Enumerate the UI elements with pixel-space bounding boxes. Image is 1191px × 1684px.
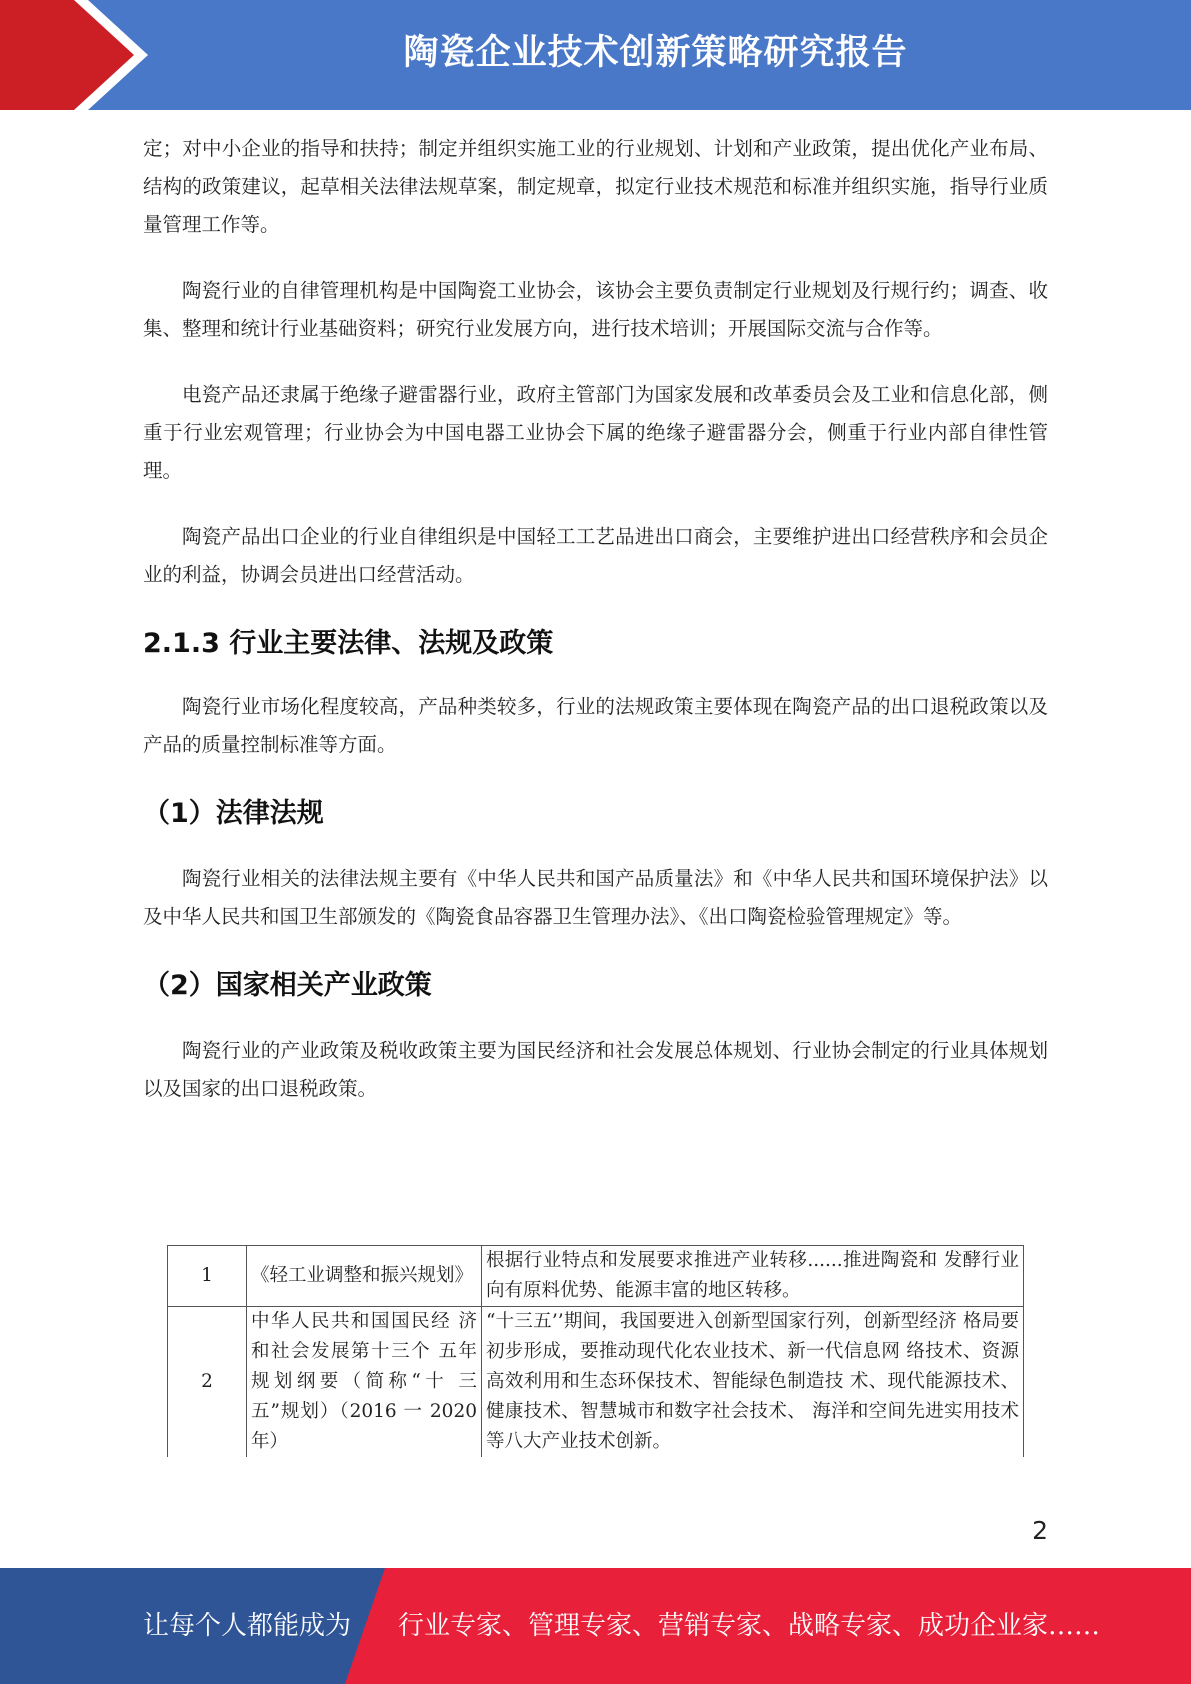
policy-description: 根据行业特点和发展要求推进产业转移......推进陶瓷和 发酵行业向有原料优势、能源丰富的地区转移。 [482, 1246, 1024, 1307]
paragraph: 陶瓷产品出口企业的行业自律组织是中国轻工工艺品进出口商会，主要维护进出口经营秩序和会员企业的利益，协调会员进出口经营活动。 [143, 525, 1048, 586]
subsection-heading: （2）国家相关产业政策 [143, 970, 432, 1001]
page-footer [0, 1568, 1191, 1684]
policy-description: “十三五’’期间，我国要进入创新型国家行列，创新型经济 格局要初步形成，要推动现代化农业技术、新一代信息网 络技术、资源高效利用和生态环保技术、智能绿色制造技 术、现代能源技术、健康技术、智慧城市和数字社会技术、 海洋和空间先进实用技术等八大产业技术创新。 [482, 1307, 1024, 1458]
policy-name: 《轻工业调整和振兴规划》 [247, 1246, 482, 1307]
section-heading: 2.1.3 行业主要法律、法规及政策 [143, 628, 554, 659]
footer-slogan-right: 行业专家、管理专家、营销专家、战略专家、成功企业家…… [398, 1611, 1101, 1641]
table-row [168, 1246, 1024, 1307]
report-title: 陶瓷企业技术创新策略研究报告 [403, 33, 908, 73]
paragraph: 电瓷产品还隶属于绝缘子避雷器行业，政府主管部门为国家发展和改革委员会及工业和信息化部，侧重于行业宏观管理；行业协会为中国电器工业协会下属的绝缘子避雷器分会，侧重于行业内部自律性管理。 [143, 383, 1048, 482]
subsection-heading: （1）法律法规 [143, 798, 324, 829]
table-row [168, 1307, 1024, 1458]
row-number: 2 [168, 1307, 247, 1458]
paragraph: 陶瓷行业市场化程度较高，产品种类较多，行业的法规政策主要体现在陶瓷产品的出口退税政策以及产品的质量控制标准等方面。 [143, 695, 1048, 756]
page-number: 2 [1032, 1516, 1048, 1545]
policy-table [167, 1245, 1024, 1457]
footer-slogan-left: 让每个人都能成为 [143, 1611, 352, 1641]
document-body [143, 130, 1048, 1108]
paragraph: 陶瓷行业的产业政策及税收政策主要为国民经济和社会发展总体规划、行业协会制定的行业具体规划以及国家的出口退税政策。 [143, 1039, 1048, 1100]
paragraph: 陶瓷行业相关的法律法规主要有《中华人民共和国产品质量法》和《中华人民共和国环境保护法》以及中华人民共和国卫生部颁发的《陶瓷食品容器卫生管理办法》、《出口陶瓷检验管理规定》等。 [143, 867, 1048, 928]
row-number: 1 [168, 1246, 247, 1307]
policy-name: 中华人民共和国国民经 济和社会发展第十三个 五年规划纲要（简称“十 三五”规划）（2016 一 2020 年） [247, 1307, 482, 1458]
paragraph: 陶瓷行业的自律管理机构是中国陶瓷工业协会，该协会主要负责制定行业规划及行规行约；调查、收集、整理和统计行业基础资料；研究行业发展方向，进行技术培训；开展国际交流与合作等。 [143, 279, 1048, 340]
page-header [0, 0, 1191, 110]
paragraph: 定；对中小企业的指导和扶持；制定并组织实施工业的行业规划、计划和产业政策，提出优化产业布局、结构的政策建议，起草相关法律法规草案，制定规章，拟定行业技术规范和标准并组织实施，指导行业质量管理工作等。 [143, 137, 1048, 236]
